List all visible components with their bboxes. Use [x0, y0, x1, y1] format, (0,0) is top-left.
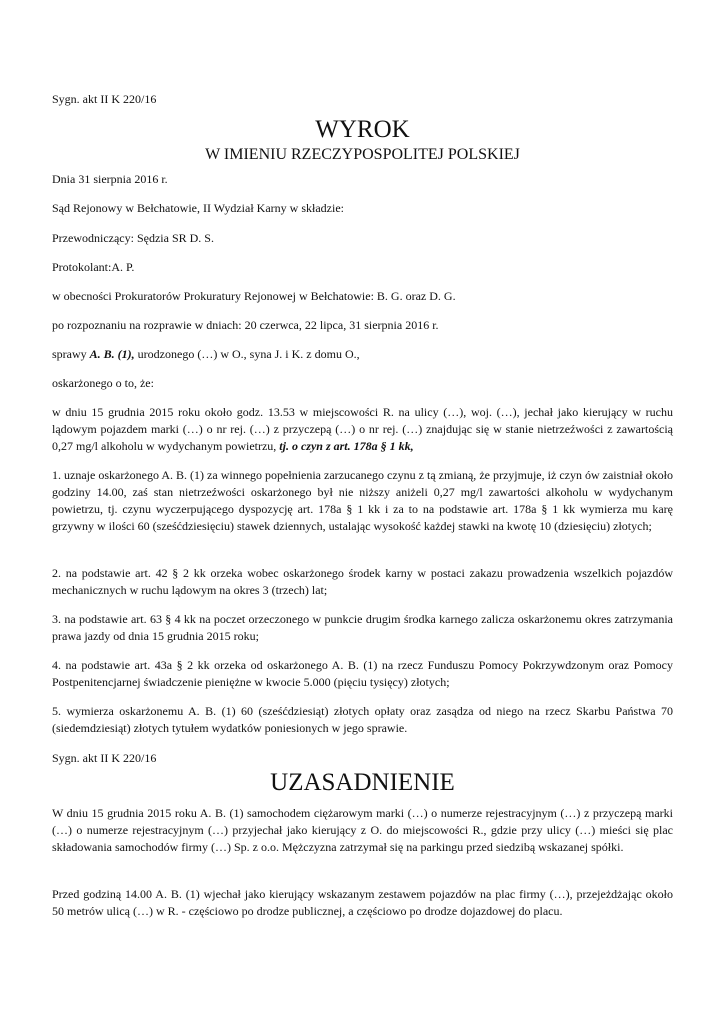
justification-paragraph: W dniu 15 grudnia 2015 roku A. B. (1) samochodem ciężarowym marki (…) o numerze rejestracyjnym (…) z przyczepą marki (…) o numerze rejestracyjnym (…) przyjechał jako kierujący z O. do miejscowości R., gdzie przy ulicy (…) mieści się plac składowania samochodów firmy (…) Sp. z o.o. Mężczyzna zatrzymał się na parkingu przed siedzibą wskazanej spółki. — [52, 806, 673, 854]
justification-title: UZASADNIENIE — [270, 769, 455, 796]
verdict-subtitle: W IMIENIU RZECZYPOSPOLITEJ POLSKIEJ — [205, 146, 520, 163]
case-of-defendant — [52, 346, 360, 363]
verdict-title: WYROK — [315, 116, 410, 143]
verdict-point: 4. na podstawie art. 43a § 2 kk orzeka od oskarżonego A. B. (1) na rzecz Funduszu Pomocy Pokrzywdzonym oraz Pomocy Postpenitencjarnej świadczenie pieniężne w kwocie 5.000 (pięciu tysięcy) złotych; — [52, 658, 673, 689]
defendant-details: urodzonego (…) w O., syna J. i K. z domu O., — [134, 347, 360, 361]
prosecutors: w obecności Prokuratorów Prokuratury Rejonowej w Bełchatowie: B. G. oraz D. G. — [52, 289, 456, 303]
case-reference-bottom: Sygn. akt II K 220/16 — [52, 751, 157, 765]
court-clerk: Protokolant:A. P. — [52, 260, 135, 274]
defendant-name: A. B. (1), — [89, 347, 135, 361]
presiding-judge: Przewodniczący: Sędzia SR D. S. — [52, 231, 214, 245]
case-reference: Sygn. akt II K 220/16 — [52, 92, 157, 106]
verdict-point: 5. wymierza oskarżonemu A. B. (1) 60 (sześćdziesiąt) złotych opłaty oraz zasądza od niego na rzecz Skarbu Państwa 70 (siedemdziesiąt) złotych tytułem wydatków poniesionych w jego sprawie. — [52, 704, 673, 735]
verdict-point: 1. uznaje oskarżonego A. B. (1) za winnego popełnienia zarzucanego czynu z tą zmianą, że przyjmuje, iż czyn ów zaistniał około godziny 14.00, zaś stan nietrzeźwości oskarżonego był nie niższy aniżeli 0,27 mg/l zawartości alkoholu w wydychanym powietrzu, tj. czynu wyczerpującego dyspozycję art. 178a § 1 kk i za to na podstawie art. 178a § 1 kk wymierza mu karę grzywny w ilości 60 (sześćdziesięciu) stawek dziennych, ustalając wysokość każdej stawki na kwotę 10 (dziesięciu) złotych; — [52, 468, 673, 533]
accused-of: oskarżonego o to, że: — [52, 376, 154, 390]
verdict-point: 3. na podstawie art. 63 § 4 kk na poczet orzeczonego w punkcie drugim środka karnego zalicza oskarżonemu okres zatrzymania prawa jazdy od dnia 15 grudnia 2015 roku; — [52, 612, 673, 643]
charge-paragraph — [52, 404, 673, 455]
justification-paragraph: Przed godziną 14.00 A. B. (1) wjechał jako kierujący wskazanym zestawem pojazdów na plac firmy (…), przejeżdżając około 50 metrów ulicą (…) w R. - częściowo po drodze publicznej, a częściowo po drodze dojazdowej do placu. — [52, 887, 673, 918]
verdict-point: 2. na podstawie art. 42 § 2 kk orzeka wobec oskarżonego środek karny w postaci zakazu prowadzenia wszelkich pojazdów mechanicznych w ruchu lądowym na okres 3 (trzech) lat; — [52, 566, 673, 597]
case-of-prefix: sprawy — [52, 347, 90, 361]
verdict-date: Dnia 31 sierpnia 2016 r. — [52, 172, 168, 186]
court-composition: Sąd Rejonowy w Bełchatowie, II Wydział Karny w składzie: — [52, 201, 344, 215]
hearing-dates: po rozpoznaniu na rozprawie w dniach: 20 czerwca, 22 lipca, 31 sierpnia 2016 r. — [52, 318, 439, 332]
charge-text: w dniu 15 grudnia 2015 roku około godz. 13.53 w miejscowości R. na ulicy (…), woj. (…), jechał jako kierujący w ruchu lądowym pojazdem marki (…) o nr rej. (…) z przyczepą (…) o nr rej. (…) znajdując się w stanie nietrzeźwości z zawartością 0,27 mg/l alkoholu w wydychanym powietrzu, — [52, 405, 673, 453]
charge-article: tj. o czyn z art. 178a § 1 kk, — [279, 439, 414, 453]
